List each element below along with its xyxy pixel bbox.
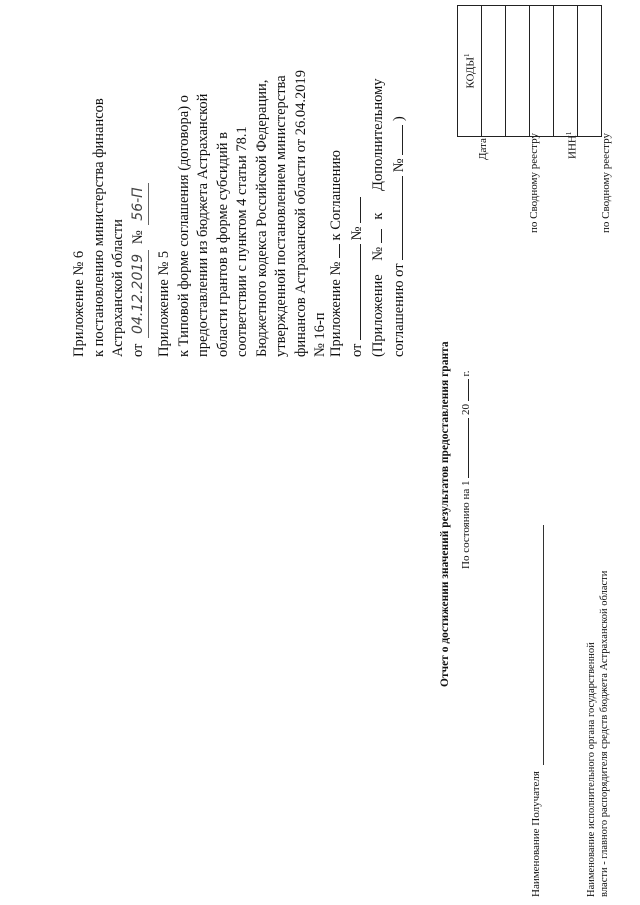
appendix-6-from-label: от bbox=[129, 343, 146, 357]
supplementary-date-blank bbox=[389, 176, 403, 260]
supplementary-number-blank bbox=[389, 125, 403, 155]
year-suffix: г. bbox=[460, 370, 472, 377]
agreement-appendix-line-2 bbox=[347, 78, 368, 357]
agreement-appendix-label: Приложение № bbox=[328, 261, 344, 357]
agreement-appendix-block bbox=[326, 78, 410, 357]
agreement-appendix-line-3 bbox=[368, 78, 389, 357]
code-cell-extra[interactable] bbox=[578, 6, 602, 137]
appendix-5-block bbox=[155, 70, 331, 357]
by-registry-label-1: по Сводному реестру bbox=[528, 133, 540, 233]
year-label: 20 bbox=[460, 403, 472, 415]
authority-label-line-2: власти - главного распорядителя средств бюджета Астраханской области bbox=[599, 570, 610, 897]
codes-header-row bbox=[458, 6, 482, 137]
appendix-6-number-handwritten: 56-П bbox=[129, 183, 150, 224]
report-title: Отчет о достижении значений результатов предоставления гранта bbox=[439, 341, 451, 687]
year-blank bbox=[458, 379, 469, 401]
appendix-5-line-6: Бюджетного кодекса Российской Федерации, bbox=[253, 79, 270, 357]
codes-header-cell bbox=[458, 6, 482, 137]
supplementary-from-label: соглашению от bbox=[391, 263, 407, 357]
agreement-from-label: от bbox=[349, 343, 365, 357]
as-of-label: По состоянию на 1 bbox=[460, 480, 472, 569]
appendix-5-line-9: № 16-п bbox=[312, 312, 328, 357]
recipient-label: Наименование Получателя bbox=[530, 771, 542, 897]
supplementary-no-label: № bbox=[391, 158, 407, 173]
appendix-5-line-4: области грантов в форме субсидий в bbox=[214, 132, 231, 357]
by-registry-label-2: по Сводному реестру bbox=[600, 133, 612, 233]
code-cell-registry-2[interactable] bbox=[554, 6, 578, 137]
appendix-6-date-handwritten: 04.12.2019 bbox=[129, 250, 150, 338]
as-of-date-blank bbox=[458, 418, 469, 478]
appendix-5-line-1: Приложение № 5 bbox=[156, 250, 172, 357]
date-label: Дата bbox=[477, 138, 489, 160]
appendix-5-line-8: финансов Астраханской области от 26.04.2019 bbox=[292, 69, 309, 357]
inn-text: ИНН bbox=[566, 135, 579, 159]
supplementary-to-label: к bbox=[370, 212, 386, 220]
closing-paren: ) bbox=[391, 116, 407, 122]
codes-table bbox=[457, 5, 602, 137]
agreement-number-blank bbox=[347, 197, 361, 223]
appendix-5-line-7: утвержденной постановлением министерства bbox=[273, 75, 289, 357]
appendix-5-line-5: соответствии с пунктом 4 статьи 78.1 bbox=[234, 126, 250, 357]
inn-sup: 1 bbox=[565, 131, 573, 136]
code-cell-registry-1[interactable] bbox=[506, 6, 530, 137]
appendix-6-line-4 bbox=[129, 98, 150, 357]
appendix-5-line-3: предоставлении из бюджета Астраханской bbox=[195, 93, 211, 357]
supplementary-appendix-number-blank bbox=[368, 229, 382, 243]
appendix-6-block bbox=[70, 98, 149, 357]
agreement-appendix-line-1 bbox=[326, 78, 347, 357]
appendix-6-line-3: Астраханской области bbox=[110, 219, 126, 357]
agreement-appendix-number-blank bbox=[326, 244, 340, 258]
authority-label-line-1: Наименование исполнительного органа государственной bbox=[586, 642, 597, 897]
codes-sup: 1 bbox=[462, 53, 471, 57]
agreement-appendix-line-4 bbox=[389, 78, 410, 357]
appendix-6-line-2: к постановлению министерства финансов bbox=[90, 98, 107, 357]
supplementary-appendix-label: (Приложение bbox=[370, 274, 386, 357]
supplementary-appendix-no-label: № bbox=[370, 246, 386, 261]
authority-label bbox=[585, 571, 611, 897]
agreement-date-blank bbox=[347, 244, 361, 340]
appendix-6-no-label: № bbox=[129, 230, 146, 245]
appendix-6-line-1: Приложение № 6 bbox=[71, 250, 87, 357]
report-as-of-line bbox=[458, 370, 472, 569]
recipient-underline bbox=[543, 525, 544, 765]
codes-header: КОДЫ bbox=[464, 56, 477, 89]
agreement-no-label: № bbox=[349, 226, 365, 241]
code-cell-date[interactable] bbox=[482, 6, 506, 137]
supplementary-label: Дополнительному bbox=[370, 78, 386, 191]
agreement-label: к Соглашению bbox=[328, 150, 344, 241]
code-cell-inn[interactable] bbox=[530, 6, 554, 137]
appendix-5-line-2: к Типовой форме соглашения (договора) о bbox=[175, 95, 192, 357]
